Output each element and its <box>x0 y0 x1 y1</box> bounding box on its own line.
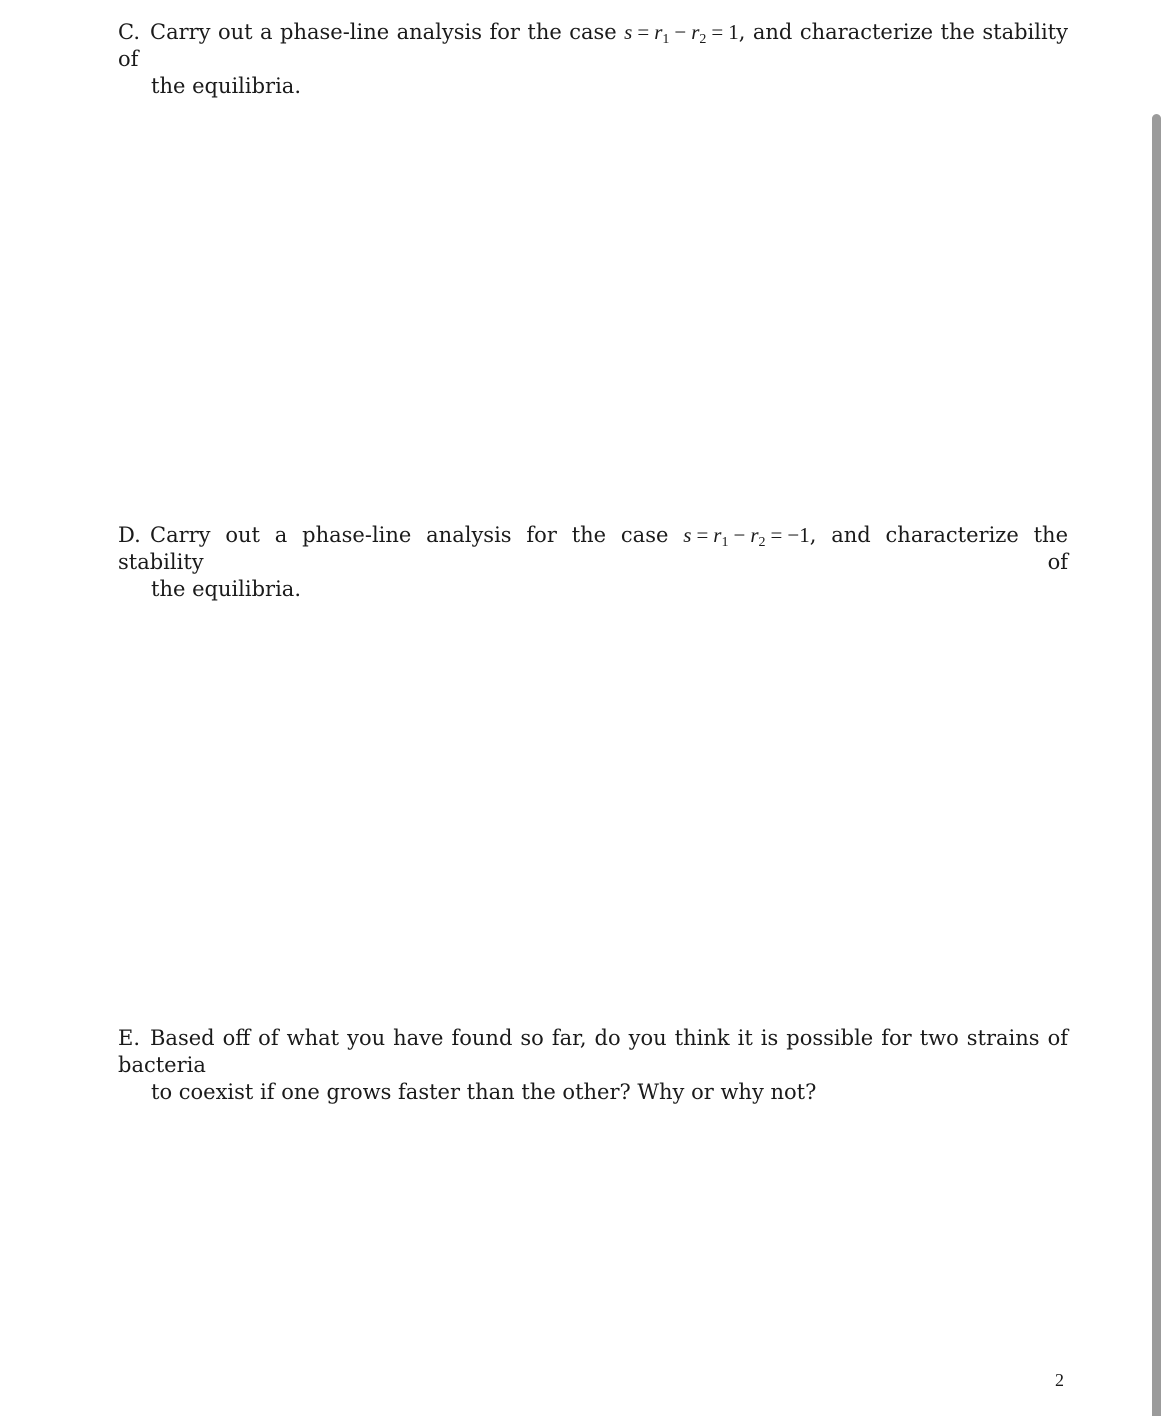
problem-c-intro: Carry out a phase-line analysis for the case <box>150 20 617 44</box>
problem-d-first-line <box>118 522 1068 576</box>
problem-e-label: E. <box>118 1026 141 1050</box>
problem-e <box>118 1025 1068 1106</box>
problem-c-label: C. <box>118 20 140 44</box>
problem-d <box>118 522 1068 603</box>
page-number: 2 <box>1055 1370 1064 1390</box>
problem-d-equation: $s = r_1 - r_2 = -1$ <box>683 523 810 550</box>
problem-d-label: D. <box>118 523 141 547</box>
problem-e-continuation: to coexist if one grows faster than the other? Why or why not? <box>151 1080 817 1104</box>
problem-c-rest: , and characterize the stability of <box>118 20 1068 71</box>
problem-e-first-line <box>118 1025 1068 1079</box>
problem-c-continuation: the equilibria. <box>151 74 302 98</box>
problem-c <box>118 19 1068 100</box>
scrollbar-thumb[interactable] <box>1152 114 1161 1416</box>
problem-c-first-line <box>118 19 1068 73</box>
problem-d-continuation: the equilibria. <box>151 577 302 601</box>
problem-d-rest: , and characterize the stability of <box>118 523 1068 574</box>
problem-e-text: Based off of what you have found so far, do you think it is possible for two strains of bacteria <box>118 1026 1068 1077</box>
problem-c-equation: $s = r_1 - r_2 = 1$ <box>624 20 739 47</box>
problem-d-intro: Carry out a phase-line analysis for the case <box>150 523 669 547</box>
